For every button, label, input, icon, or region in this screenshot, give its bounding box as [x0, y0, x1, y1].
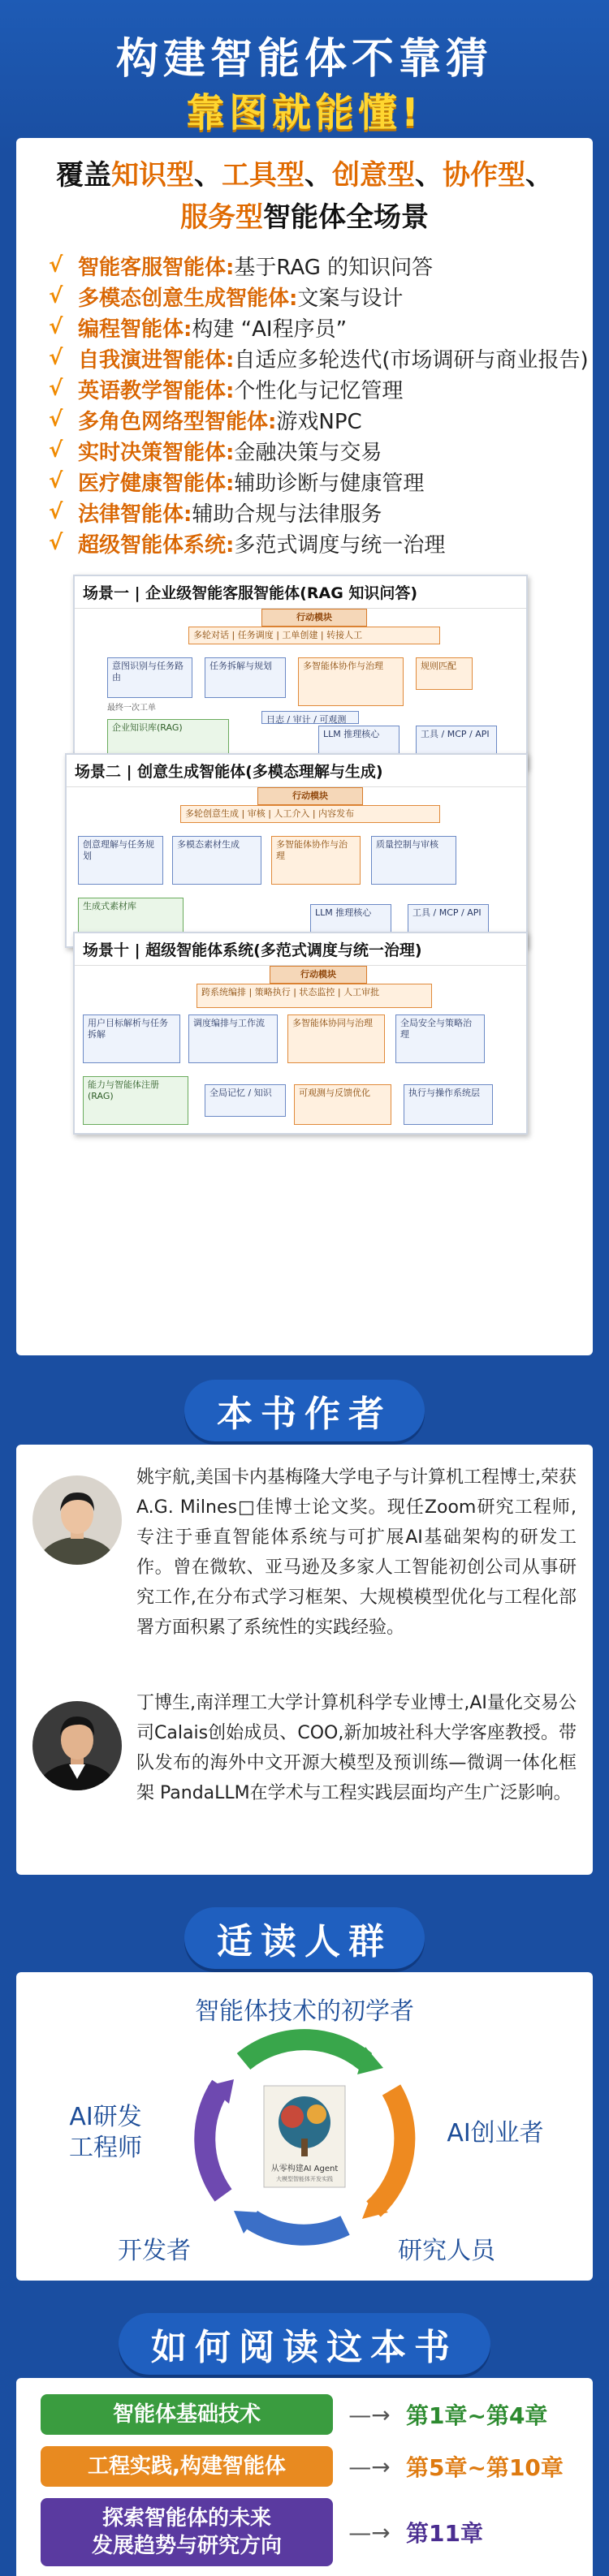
agent-name: 法律智能体:: [78, 502, 192, 527]
diagram-title: 场景十 | 超级智能体系统(多范式调度与统一治理): [75, 933, 526, 966]
diagram-title: 场景二 | 创意生成智能体(多模态理解与生成): [67, 755, 526, 787]
coverage-sep: 、: [525, 159, 553, 192]
agent-name: 编程智能体:: [78, 317, 192, 342]
diagram-box: 行动模块: [261, 609, 367, 627]
diagram-box: 行动模块: [270, 966, 367, 984]
scenarios-panel: [16, 138, 593, 1355]
author-2: [32, 1688, 577, 1808]
reader-entrepreneur: AI创业者: [447, 2119, 544, 2147]
checkmark-icon: √: [49, 284, 63, 308]
reading-path-3: [41, 2498, 568, 2566]
agent-desc: 多范式调度与统一治理: [234, 532, 446, 558]
coverage-type: 协作型: [443, 159, 525, 192]
agent-desc: 基于RAG 的知识问答: [234, 255, 434, 280]
checkmark-icon: √: [49, 253, 63, 278]
diagram-box: 调度编排与工作流: [188, 1014, 278, 1063]
author-1: [32, 1462, 577, 1643]
agent-item: [49, 250, 593, 281]
diagram-box: 多轮对话 | 任务调度 | 工单创建 | 转接人工: [188, 627, 440, 644]
agent-desc: 自适应多轮迭代(市场调研与商业报告): [234, 347, 589, 373]
checkmark-icon: √: [49, 407, 63, 432]
agent-name: 智能客服智能体:: [78, 255, 235, 280]
reading-heading-text: 如何阅读这本书: [119, 2313, 490, 2375]
agent-desc: 个性化与记忆管理: [234, 378, 404, 403]
checkmark-icon: √: [49, 531, 63, 555]
diagram-box: 多智能体协同与治理: [287, 1014, 385, 1063]
reader-beginner: 智能体技术的初学者: [195, 1997, 414, 2026]
diagram-title: 场景一 | 企业级智能客服智能体(RAG 知识问答): [75, 576, 526, 609]
coverage-type: 知识型: [111, 159, 194, 192]
reader-ai-engineer: AI研发 工程师: [69, 2103, 142, 2162]
diagram-box: 能力与智能体注册(RAG): [83, 1076, 188, 1125]
readers-heading-text: 适读人群: [184, 1907, 425, 1969]
coverage-heading: [16, 138, 593, 239]
authors-heading-text: 本书作者: [184, 1380, 425, 1441]
diagram-box: 行动模块: [257, 787, 363, 805]
agent-item: [49, 404, 593, 435]
hero-subtitle: 靠图就能懂!: [186, 90, 423, 136]
book-title: 从零构建AI Agent: [270, 2165, 339, 2173]
agent-item: [49, 528, 593, 558]
agent-name: 多模态创意生成智能体:: [78, 286, 298, 311]
diagram-box: 日志 / 审计 / 可观测: [261, 711, 359, 724]
agent-name: 英语教学智能体:: [78, 378, 235, 403]
agent-name: 超级智能体系统:: [78, 532, 235, 558]
diagram-box: 执行与操作系统层: [404, 1084, 493, 1125]
coverage-type: 工具型: [222, 159, 304, 192]
path-label: 工程实践,构建智能体: [41, 2446, 333, 2487]
diagram-box: LLM 推理核心: [318, 726, 400, 758]
path-chapters: 第1章~第4章: [406, 2402, 548, 2429]
checkmark-icon: √: [49, 500, 63, 524]
agent-name: 自我演进智能体:: [78, 347, 235, 373]
diagram-box: 跨系统编排 | 策略执行 | 状态监控 | 人工审批: [197, 984, 432, 1008]
arrow-icon: —→: [348, 2401, 391, 2428]
diagram-scenario-3: [73, 932, 528, 1135]
coverage-post: 智能体全场景: [263, 201, 429, 234]
agent-item: [49, 497, 593, 528]
diagram-box: LLM 推理核心: [310, 904, 391, 937]
diagram-box: 多模态素材生成: [172, 836, 261, 885]
reading-path-2: [41, 2446, 568, 2487]
diagram-box: 用户目标解析与任务拆解: [83, 1014, 180, 1063]
diagram-box: 企业知识库(RAG): [107, 719, 229, 763]
author-bio: 姚宇航,美国卡内基梅隆大学电子与计算机工程博士,荣获A.G. Milnes□佳博士论文奖。现任Zoom研究工程师,专注于垂直智能体系统与可扩展AI基础架构的研发工作。曾在微软、亚马逊及多家人工智能初创公司从事研究工作,在分布式学习框架、大规模模型优化与工程化部署方面积累了系统性的实践经验。: [136, 1467, 577, 1638]
diagram-box: 多智能体协作与治理: [271, 836, 361, 885]
path-chapters: 第11章: [406, 2520, 483, 2547]
diagram-box: 生成式素材库: [78, 898, 184, 938]
authors-panel: [16, 1445, 593, 1875]
checkmark-icon: √: [49, 315, 63, 339]
agent-name: 医疗健康智能体:: [78, 471, 235, 496]
diagram-box: 工具 / MCP / API: [416, 726, 497, 758]
diagram-box: 规则匹配: [416, 657, 473, 690]
coverage-pre: 覆盖: [56, 159, 111, 192]
reading-path-1: [41, 2394, 568, 2435]
diagram-scenario-2: [65, 753, 528, 948]
agent-desc: 辅助诊断与健康管理: [234, 471, 425, 496]
author-bio: 丁博生,南洋理工大学计算机科学专业博士,AI量化交易公司Calais创始成员、COO,新加坡社科大学客座教授。带队发布的海外中文开源大模型及预训练—微调一体化框架 PandaLLM在学术与工程实践层面均产生广泛影响。: [136, 1693, 577, 1803]
book-subtitle: 大模型智能体开发实践: [276, 2176, 333, 2182]
agent-name: 多角色网络型智能体:: [78, 409, 277, 434]
reading-heading: [0, 2313, 609, 2375]
reader-developer: 开发者: [118, 2237, 191, 2265]
readers-panel: [16, 1972, 593, 2281]
scenario-diagrams: [73, 575, 560, 1135]
agent-item: [49, 342, 593, 373]
path-label: 智能体基础技术: [41, 2394, 333, 2435]
diagram-box: 全局记忆 / 知识: [205, 1084, 286, 1117]
avatar: [32, 1701, 122, 1790]
coverage-sep: 、: [194, 159, 222, 192]
checkmark-icon: √: [49, 377, 63, 401]
checkmark-icon: √: [49, 346, 63, 370]
coverage-type: 服务型: [180, 201, 263, 234]
checkmark-icon: √: [49, 469, 63, 493]
hero-title: 构建智能体不靠猜: [115, 35, 493, 84]
path-chapters: 第5章~第10章: [406, 2454, 564, 2481]
diagram-box: 多智能体协作与治理: [298, 657, 404, 706]
avatar: [32, 1475, 122, 1565]
agent-desc: 金融决策与交易: [234, 440, 382, 465]
coverage-type: 创意型: [332, 159, 415, 192]
arrow-icon: —→: [348, 2453, 391, 2480]
agent-item: [49, 466, 593, 497]
coverage-sep: 、: [415, 159, 443, 192]
agent-desc: 辅助合规与法律服务: [192, 502, 382, 527]
agent-list: [49, 250, 593, 558]
agent-desc: 文案与设计: [297, 286, 404, 311]
diagram-box: 可观测与反馈优化: [294, 1084, 391, 1125]
agent-name: 实时决策智能体:: [78, 440, 235, 465]
agent-item: [49, 373, 593, 404]
diagram-box: 意图识别与任务路由: [107, 657, 192, 698]
hero-banner: [0, 0, 609, 154]
diagram-box: 多轮创意生成 | 审核 | 人工介入 | 内容发布: [180, 805, 440, 823]
agent-desc: 构建 “AI程序员”: [192, 317, 348, 342]
diagram-box: 全局安全与策略治理: [395, 1014, 485, 1063]
diagram-box: 质量控制与审核: [371, 836, 456, 885]
coverage-sep: 、: [304, 159, 332, 192]
diagram-box: 创意理解与任务规划: [78, 836, 163, 885]
agent-item: [49, 312, 593, 342]
reader-researcher: 研究人员: [398, 2237, 495, 2265]
reading-panel: [16, 2378, 593, 2576]
agent-desc: 游戏NPC: [276, 409, 362, 434]
readers-heading: [0, 1907, 609, 1969]
agent-item: [49, 281, 593, 312]
agent-item: [49, 435, 593, 466]
diagram-box: 任务拆解与规划: [205, 657, 286, 698]
authors-heading: [0, 1380, 609, 1441]
checkmark-icon: √: [49, 438, 63, 463]
path-label: 探索智能体的未来 发展趋势与研究方向: [41, 2498, 333, 2566]
diagram-box: 工具 / MCP / API: [408, 904, 489, 937]
diagram-scenario-1: [73, 575, 528, 769]
arrow-icon: —→: [348, 2518, 391, 2546]
diagram-note: 最终一次工单: [107, 704, 156, 713]
